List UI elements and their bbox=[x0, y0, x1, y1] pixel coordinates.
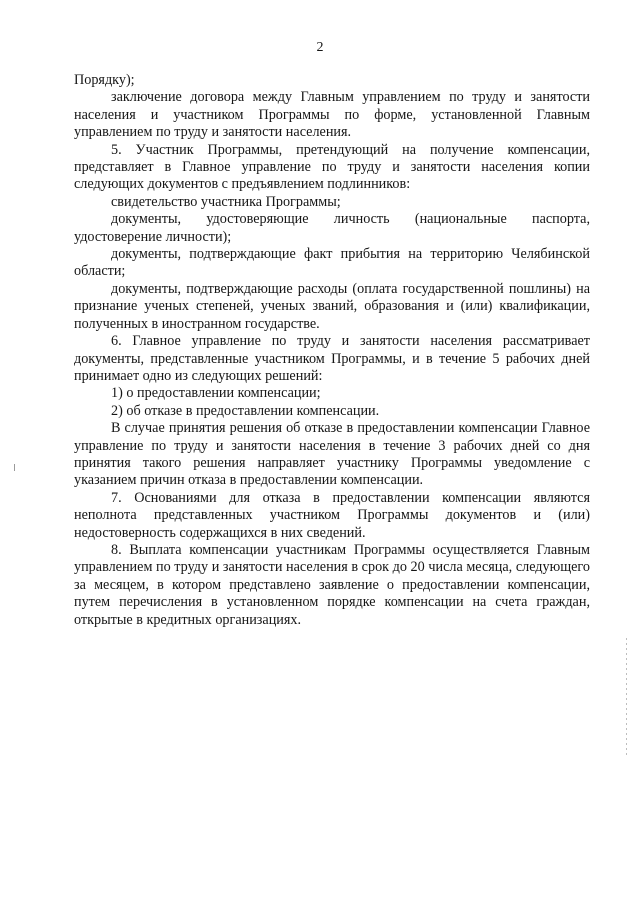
paragraph-refusal-notice: В случае принятия решения об отказе в предоставлении компенсации Главное управление по труду и занятости населения в течение 3 рабочих дней со дня принятия такого решения направляет участнику Программы уведомление с указанием причин отказа в предоставлении компенсации. bbox=[74, 420, 590, 489]
list-item-expense-documents: документы, подтверждающие расходы (оплата государственной пошлины) на признание ученых степеней, ученых званий, образования и (или) квалификации, полученных в иностранном государстве. bbox=[74, 280, 590, 332]
list-item-identity-documents: документы, удостоверяющие личность (национальные паспорта, удостоверение личности); bbox=[74, 211, 590, 245]
decision-option-1: 1) о предоставлении компенсации; bbox=[111, 385, 321, 402]
scan-margin-mark bbox=[14, 464, 15, 471]
list-item-arrival-documents: документы, подтверждающие факт прибытия на территорию Челябинской области; bbox=[74, 246, 590, 280]
paragraph-item-6: 6. Главное управление по труду и занятости населения рассматривает документы, представленные участником Программы, и в течение 5 рабочих дней принимает одно из следующих решений: bbox=[74, 333, 590, 384]
document-body bbox=[74, 72, 590, 629]
list-item-certificate: свидетельство участника Программы; bbox=[111, 193, 341, 210]
decision-option-2: 2) об отказе в предоставлении компенсации. bbox=[111, 402, 380, 419]
paragraph-item-7: 7. Основаниями для отказа в предоставлении компенсации являются неполнота представленных участником Программы документов и (или) недостоверность содержащихся в них сведений. bbox=[74, 489, 590, 541]
paragraph-item-8: 8. Выплата компенсации участникам Программы осуществляется Главным управлением по труду и занятости населения в срок до 20 числа месяца, следующего за месяцем, в котором представлено заявление о предоставлении компенсации, путем перечисления в установленном порядке компенсации на счета граждан, открытые в кредитных организациях. bbox=[74, 541, 590, 628]
paragraph-item-5: 5. Участник Программы, претендующий на получение компенсации, представляет в Главное управление по труду и занятости населения копии следующих документов с предъявлением подлинников: bbox=[74, 141, 590, 193]
scan-edge-artifact bbox=[626, 638, 627, 758]
page-number: 2 bbox=[316, 40, 324, 55]
paragraph-continuation: Порядку); bbox=[74, 72, 135, 88]
paragraph-contract-conclusion: заключение договора между Главным управлением по труду и занятости населения и участником Программы по форме, установленной Главным управлением по труду и занятости населения. bbox=[74, 89, 590, 141]
